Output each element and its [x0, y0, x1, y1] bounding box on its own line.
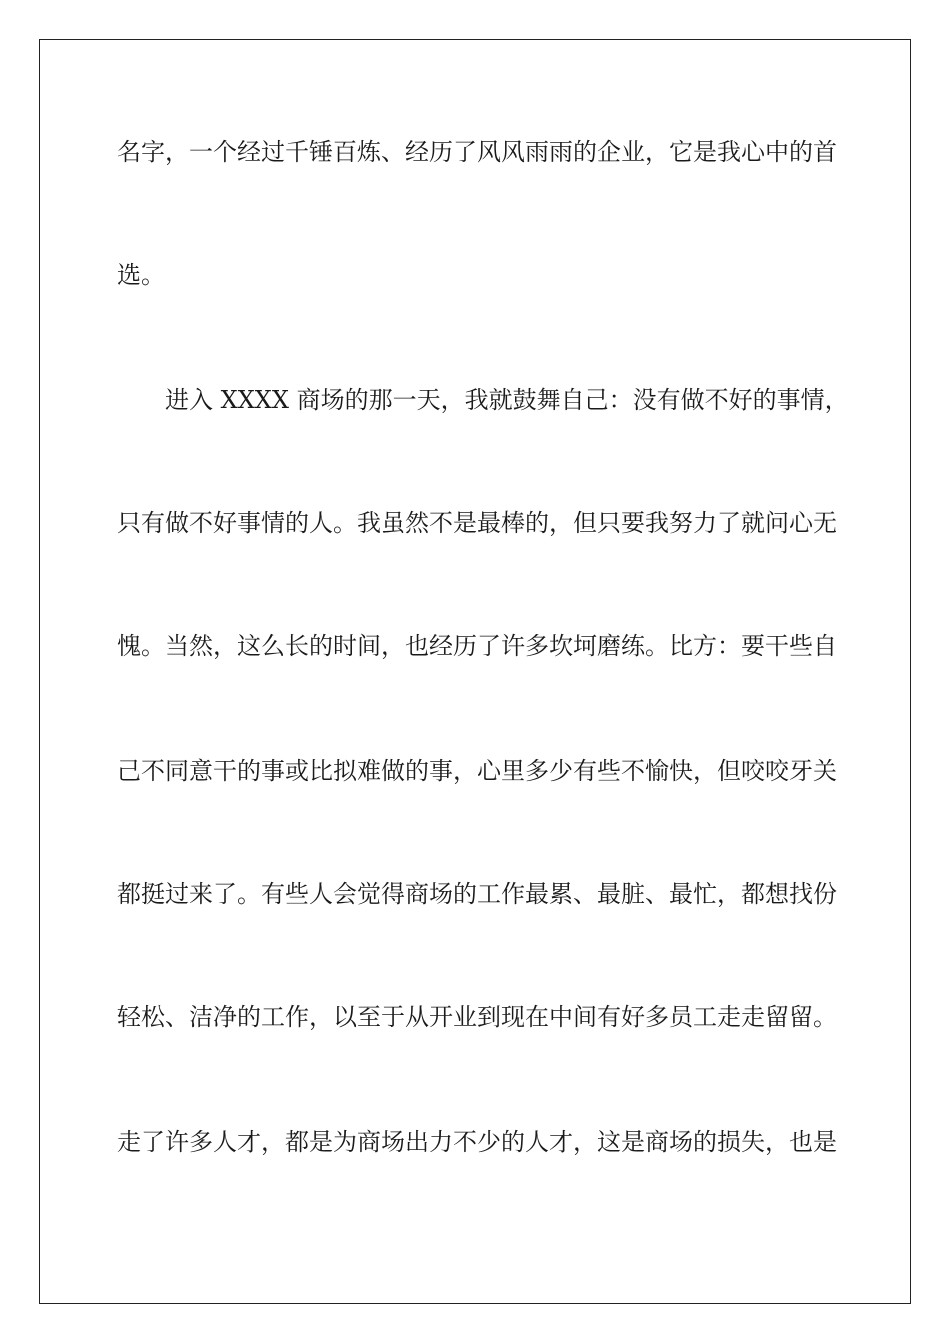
paragraph-line: 愧。当然，这么长的时间，也经历了许多坎坷磨练。比方：要干些自 — [117, 632, 837, 660]
paragraph-line: 走了许多人才，都是为商场出力不少的人才，这是商场的损失，也是 — [117, 1128, 837, 1156]
page-border — [39, 39, 911, 1304]
paragraph-line: 轻松、洁净的工作，以至于从开业到现在中间有好多员工走走留留。 — [117, 1003, 837, 1031]
paragraph-line: 进入 XXXX 商场的那一天，我就鼓舞自己：没有做不好的事情， — [165, 386, 849, 414]
paragraph-line: 只有做不好事情的人。我虽然不是最棒的，但只要我努力了就问心无 — [117, 509, 837, 537]
paragraph-line: 己不同意干的事或比拟难做的事，心里多少有些不愉快，但咬咬牙关 — [117, 757, 837, 785]
paragraph-line: 名字，一个经过千锤百炼、经历了风风雨雨的企业，它是我心中的首 — [117, 138, 837, 166]
paragraph-line: 都挺过来了。有些人会觉得商场的工作最累、最脏、最忙，都想找份 — [117, 880, 837, 908]
paragraph-line: 选。 — [117, 261, 165, 289]
